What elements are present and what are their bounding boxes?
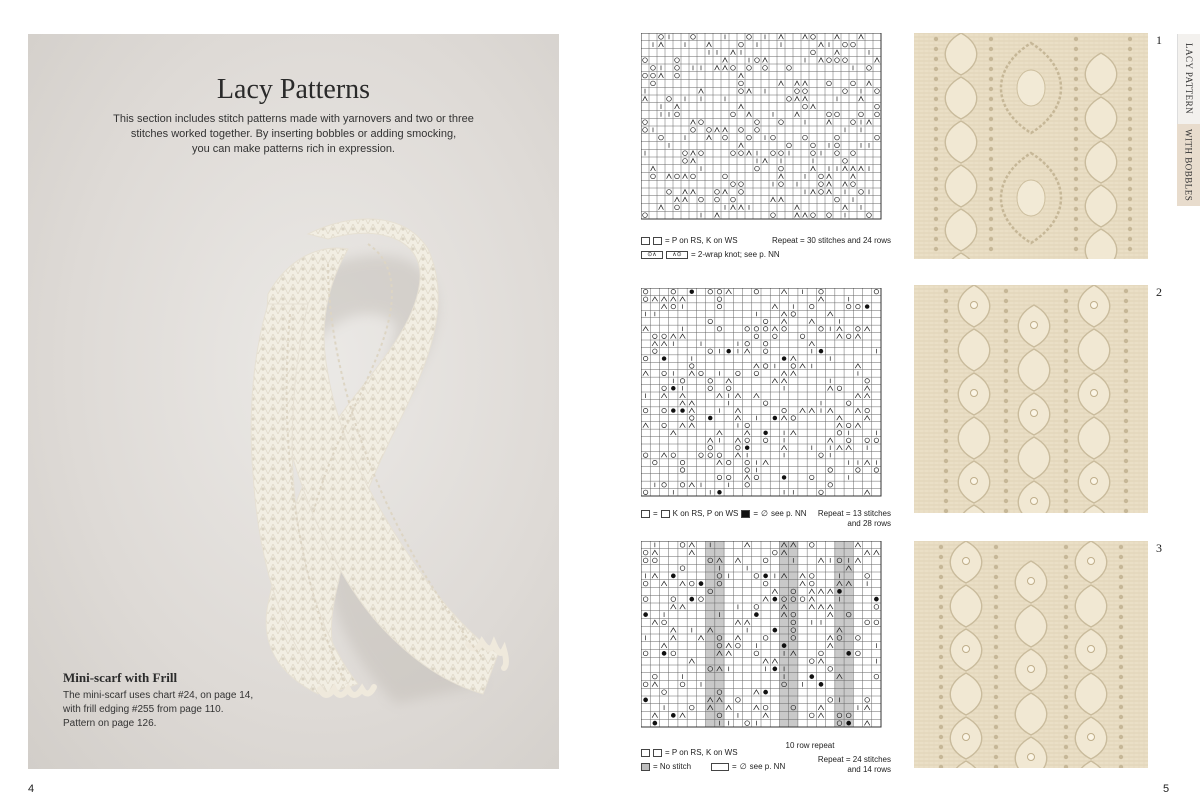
dash-square-icon <box>653 237 662 245</box>
chart-1-legend-purl <box>641 236 738 245</box>
swatch-number: 2 <box>1156 285 1162 299</box>
intro-line: This section includes stitch patterns made with yarnovers and two or three <box>113 113 474 125</box>
page-title: Lacy Patterns <box>216 74 371 105</box>
chart-3-grid <box>641 541 891 737</box>
wrap-knot-icon: ∧⊙ <box>666 251 688 259</box>
repeat-line: and 28 rows <box>847 519 891 528</box>
intro-line: stitches worked together. By inserting bobbles or adding smocking, <box>130 128 457 140</box>
scarf-photo <box>28 34 559 769</box>
tab-with-bobbles <box>1177 124 1200 206</box>
repeat-line: Repeat = 13 stitches <box>817 509 891 518</box>
caption-line: with frill edging #255 from page 110. <box>63 704 224 715</box>
legend-text: = No stitch <box>653 762 692 771</box>
swatch-number: 3 <box>1156 541 1162 555</box>
chart-1 <box>641 33 891 229</box>
legend-text: = P on RS, K on WS <box>665 748 738 757</box>
bobble-icon <box>741 510 750 518</box>
bobble-symbol-icon: ∅ <box>761 509 768 518</box>
lace-swatch-1 <box>914 33 1148 259</box>
intro-line: you can make patterns rich in expression. <box>192 143 395 155</box>
chart-2-legend-knit: = K on RS, P on WS = ∅ see p. NN <box>641 509 807 518</box>
chart-1-repeat: Repeat = 30 stitches and 24 rows <box>772 236 891 245</box>
chart-3-repeat <box>780 755 891 775</box>
chart-3-row-repeat: 10 row repeat <box>785 741 835 750</box>
gray-square-icon <box>641 763 650 771</box>
page-number-left: 4 <box>28 783 35 795</box>
chart-3-legend-nostitch: = No stitch = ∅ see p. NN <box>641 762 785 771</box>
swatch-photo-1 <box>914 33 1148 259</box>
blank-square-icon <box>641 510 650 518</box>
caption-title: Mini-scarf with Frill <box>63 670 178 685</box>
bobble-box-icon <box>711 763 729 771</box>
swatch-photo-3 <box>914 541 1148 768</box>
chart-3 <box>641 541 891 737</box>
tab-lacy-pattern <box>1177 34 1200 124</box>
chart-1-legend-knot <box>641 250 780 259</box>
lace-swatch-2 <box>914 285 1148 513</box>
legend-text: see p. NN <box>749 762 786 771</box>
swatch-photo-2 <box>914 285 1148 513</box>
tab-label: LACY PATTERN <box>1184 43 1194 115</box>
repeat-line: Repeat = 24 stitches <box>817 755 891 764</box>
caption-line: The mini-scarf uses chart #24, on page 14, <box>63 690 254 701</box>
legend-text: see p. NN <box>770 509 807 518</box>
chart-2 <box>641 288 891 506</box>
blank-square-icon <box>641 749 650 757</box>
bar-square-icon <box>661 510 670 518</box>
swatch-number: 1 <box>1156 33 1162 47</box>
repeat-line: and 14 rows <box>847 765 891 774</box>
page-number-right: 5 <box>1163 783 1170 795</box>
lace-swatch-3 <box>914 541 1148 768</box>
bobble-symbol-icon: ∅ <box>739 762 747 771</box>
chart-2-grid <box>641 288 891 506</box>
legend-text: = P on RS, K on WS <box>665 236 738 245</box>
chart-2-repeat <box>780 509 891 529</box>
chart-3-legend-purl <box>641 748 738 757</box>
blank-square-icon <box>641 237 650 245</box>
intro-text <box>88 112 499 157</box>
chart-1-grid <box>641 33 891 229</box>
legend-text: = 2-wrap knot; see p. NN <box>691 250 780 259</box>
legend-text: K on RS, P on WS <box>672 509 739 518</box>
wrap-knot-icon: ⊙∧ <box>641 251 663 259</box>
tab-label: WITH BOBBLES <box>1183 128 1194 202</box>
dash-square-icon <box>653 749 662 757</box>
caption-line: Pattern on page 126. <box>63 718 157 729</box>
